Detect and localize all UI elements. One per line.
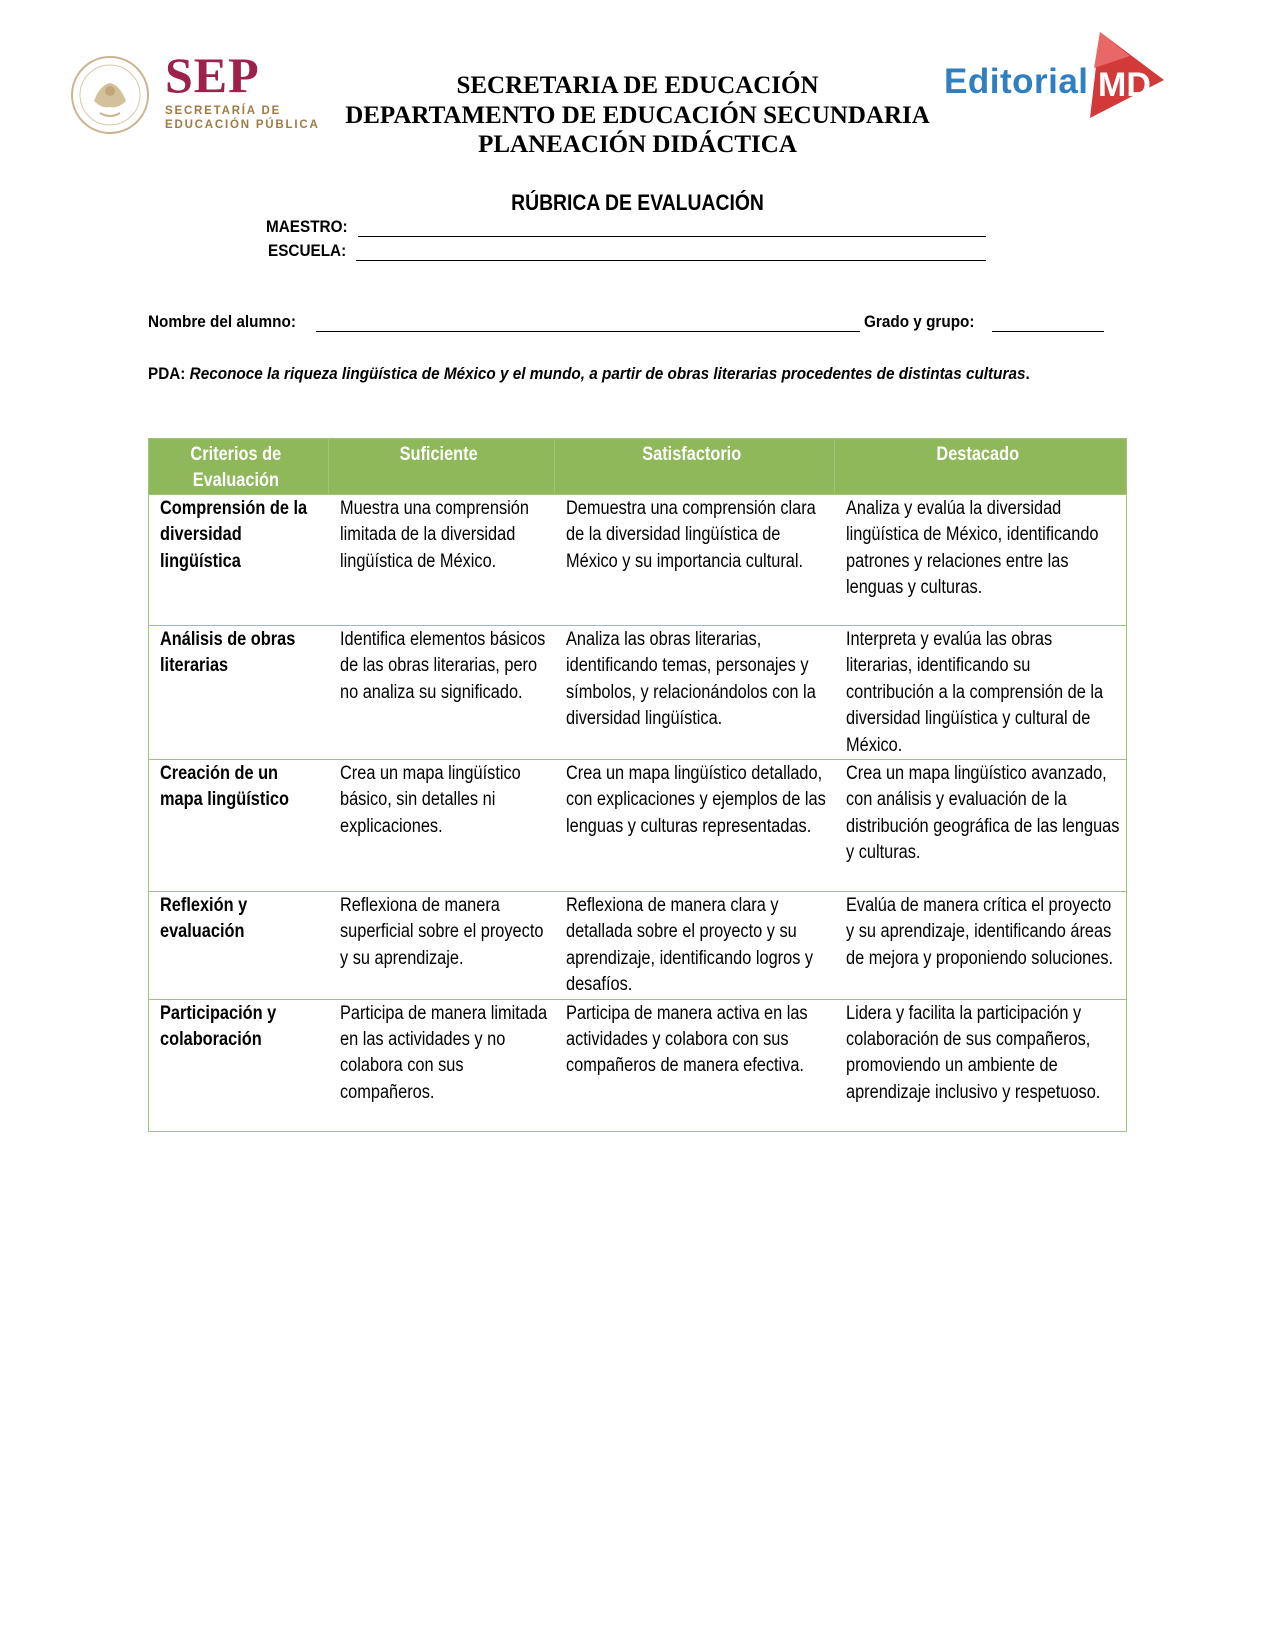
maestro-label: MAESTRO: — [266, 217, 348, 236]
destacado-cell: Crea un mapa lingüístico avanzado, con análisis y evaluación de la distribución geográfica de las lenguas y culturas. — [835, 760, 1127, 892]
escuela-field[interactable] — [356, 260, 986, 261]
destacado-cell: Interpreta y evalúa las obras literarias, identificando su contribución a la comprensión de la diversidad lingüística y cultural de México. — [835, 626, 1127, 760]
criterion-cell: Creación de un mapa lingüístico — [149, 760, 329, 892]
satisfactorio-cell: Analiza las obras literarias, identificando temas, personajes y símbolos, y relacionándolos con la diversidad lingüística. — [555, 626, 835, 760]
table-row — [149, 999, 1127, 1131]
suficiente-cell: Participa de manera limitada en las actividades y no colabora con sus compañeros. — [329, 999, 555, 1131]
table-row — [149, 626, 1127, 760]
sep-logo-subtitle-2: EDUCACIÓN PÚBLICA — [165, 119, 320, 131]
satisfactorio-cell: Reflexiona de manera clara y detallada sobre el proyecto y su aprendizaje, identificando logros y desafíos. — [555, 892, 835, 1000]
satisfactorio-cell: Participa de manera activa en las actividades y colabora con sus compañeros de manera efectiva. — [555, 999, 835, 1131]
table-row — [149, 892, 1127, 1000]
suficiente-cell: Crea un mapa lingüístico básico, sin detalles ni explicaciones. — [329, 760, 555, 892]
header-destacado: Destacado — [835, 439, 1127, 495]
destacado-cell: Lidera y facilita la participación y colaboración de sus compañeros, promoviendo un ambiente de aprendizaje inclusivo y respetuoso. — [835, 999, 1127, 1131]
criterion-cell: Participación y colaboración — [149, 999, 329, 1131]
header-line-1: SECRETARIA DE EDUCACIÓN — [456, 72, 819, 99]
header-suficiente: Suficiente — [329, 439, 555, 495]
suficiente-cell: Muestra una comprensión limitada de la diversidad lingüística de México. — [329, 495, 555, 626]
sep-logo-subtitle-1: SECRETARÍA DE — [165, 105, 282, 117]
satisfactorio-cell: Crea un mapa lingüístico detallado, con explicaciones y ejemplos de las lenguas y culturas representadas. — [555, 760, 835, 892]
alumno-label: Nombre del alumno: — [148, 312, 296, 331]
table-row — [149, 495, 1127, 626]
maestro-field[interactable] — [358, 236, 986, 237]
criterion-cell: Reflexión y evaluación — [149, 892, 329, 1000]
suficiente-cell: Identifica elementos básicos de las obras literarias, pero no analiza su significado. — [329, 626, 555, 760]
table-row — [149, 760, 1127, 892]
escuela-label: ESCUELA: — [268, 241, 347, 260]
rubric-table — [148, 438, 1127, 1132]
grado-label: Grado y grupo: — [864, 312, 975, 331]
criterion-cell: Análisis de obras literarias — [149, 626, 329, 760]
header-criterios: Criterios de Evaluación — [149, 439, 329, 495]
pda-text: Reconoce la riqueza lingüística de México y el mundo, a partir de obras literarias procedentes de distintas culturas — [189, 364, 1026, 383]
satisfactorio-cell: Demuestra una comprensión clara de la diversidad lingüística de México y su importancia cultural. — [555, 495, 835, 626]
pda-statement — [148, 362, 1128, 385]
editorial-logo-text: Editorial — [944, 62, 1089, 101]
pda-end: . — [1025, 364, 1030, 383]
suficiente-cell: Reflexiona de manera superficial sobre el proyecto y su aprendizaje. — [329, 892, 555, 1000]
criterion-cell: Comprensión de la diversidad lingüística — [149, 495, 329, 626]
rubric-title: RÚBRICA DE EVALUACIÓN — [511, 190, 764, 215]
header-line-3: PLANEACIÓN DIDÁCTICA — [478, 131, 797, 158]
sep-logo-text: SEP — [165, 47, 260, 103]
grado-field[interactable] — [992, 331, 1104, 332]
alumno-field[interactable] — [316, 331, 860, 332]
destacado-cell: Analiza y evalúa la diversidad lingüística de México, identificando patrones y relaciones entre las lenguas y culturas. — [835, 495, 1127, 626]
destacado-cell: Evalúa de manera crítica el proyecto y su aprendizaje, identificando áreas de mejora y proponiendo soluciones. — [835, 892, 1127, 1000]
table-header-row — [149, 439, 1127, 495]
header-satisfactorio: Satisfactorio — [555, 439, 835, 495]
md-logo-mark-text: MD — [1098, 66, 1151, 104]
pda-label: PDA: — [148, 364, 186, 383]
header-line-2: DEPARTAMENTO DE EDUCACIÓN SECUNDARIA — [345, 102, 930, 129]
